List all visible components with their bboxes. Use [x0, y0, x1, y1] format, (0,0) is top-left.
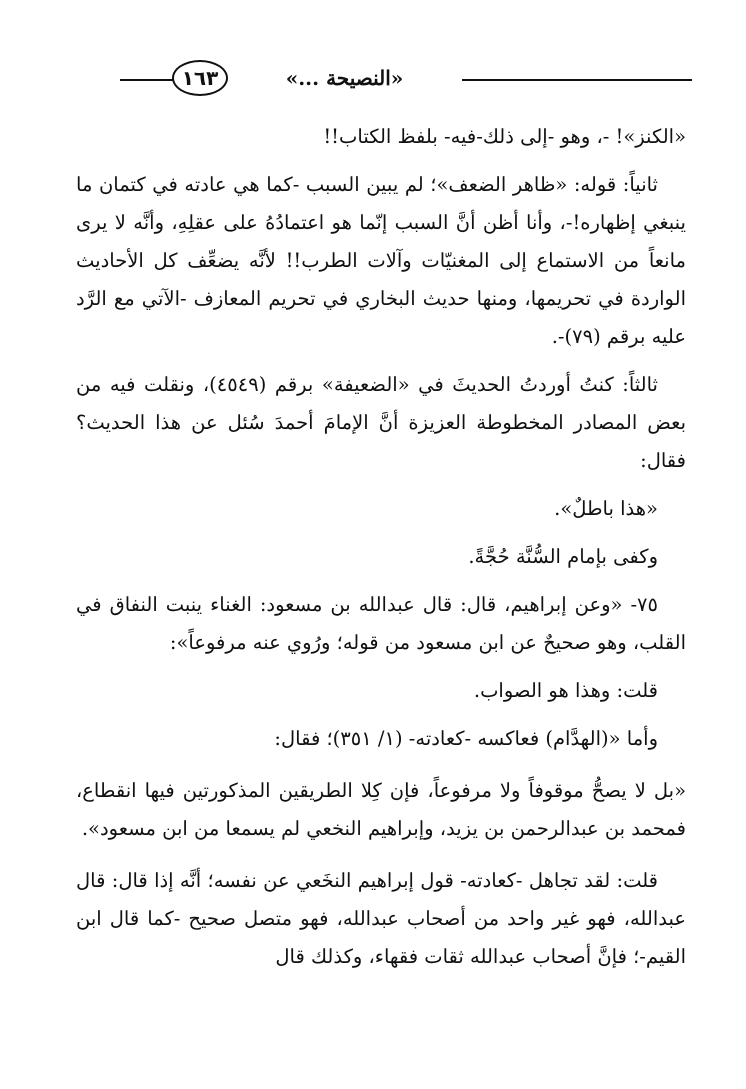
paragraph-haddam: وأما «(الهدَّام) فعاكسه -كعادته- (١/ ٣٥١)؛ فقال:	[274, 727, 658, 750]
page-body	[76, 118, 686, 976]
quote-haddam: «بل لا يصحُّ موقوفاً ولا مرفوعاً، فإن كِلا الطريقين المذكورتين فيها انقطاع، فمحمد بن عبدالرحمن بن يزيد، وإبراهيم النخعي لم يسمعا من ابن مسعود».	[76, 779, 686, 840]
header-rule-left	[120, 79, 175, 81]
paragraph-kafa: وكفى بإمام السُّنَّة حُجَّةً.	[468, 545, 658, 568]
page-number-badge: ١٦٣	[172, 60, 228, 96]
paragraph-thirdly: ثالثاً: كنتُ أوردتُ الحديثَ في «الضعيفة» برقم (٤٥٤٩)، ونقلت فيه من بعض المصادر المخطوطة العزيزة أنَّ الإمامَ أحمدَ سُئل عن هذا الحديث؟ فقال:	[76, 373, 686, 472]
paragraph-hadith-75: ٧٥- «وعن إبراهيم، قال: قال عبدالله بن مسعود: الغناء ينبت النفاق في القلب، وهو صحيحٌ عن ابن مسعود من قوله؛ ورُوي عنه مرفوعاً»:	[76, 593, 686, 654]
page-header	[62, 56, 692, 100]
running-title: «النصيحة ...»	[285, 66, 404, 90]
paragraph-kanz-line: «الكنز»! -، وهو -إلى ذلك-فيه- بلفظ الكتاب!!	[323, 125, 686, 148]
quote-batil: «هذا باطلٌ».	[554, 497, 658, 520]
paragraph-qultu-sawab: قلت: وهذا هو الصواب.	[473, 679, 658, 702]
header-rule-right	[462, 79, 692, 81]
paragraph-qultu-tajahal: قلت: لقد تجاهل -كعادته- قول إبراهيم النخَعي عن نفسه؛ أنَّه إذا قال: قال عبدالله، فهو غير واحد من أصحاب عبدالله، فهو متصل صحيح -كما قال ابن القيم-؛ فإنَّ أصحاب عبدالله ثقات فقهاء، وكذلك قال	[76, 869, 686, 968]
paragraph-secondly: ثانياً: قوله: «ظاهر الضعف»؛ لم يبين السبب -كما هي عادته في كتمان ما ينبغي إظهاره!-، وأنا أظن أنَّ السبب إنّما هو اعتمادُهُ على عقلِهِ، وأنَّه لا يرى مانعاً من الاستماع إلى المغنيّات وآلات الطرب!! لأنَّه يضعِّف كل الأحاديث الواردة في تحريمها، ومنها حديث البخاري في تحريم المعازف -الآتي مع الرَّد عليه برقم (٧٩)-.	[76, 173, 686, 348]
